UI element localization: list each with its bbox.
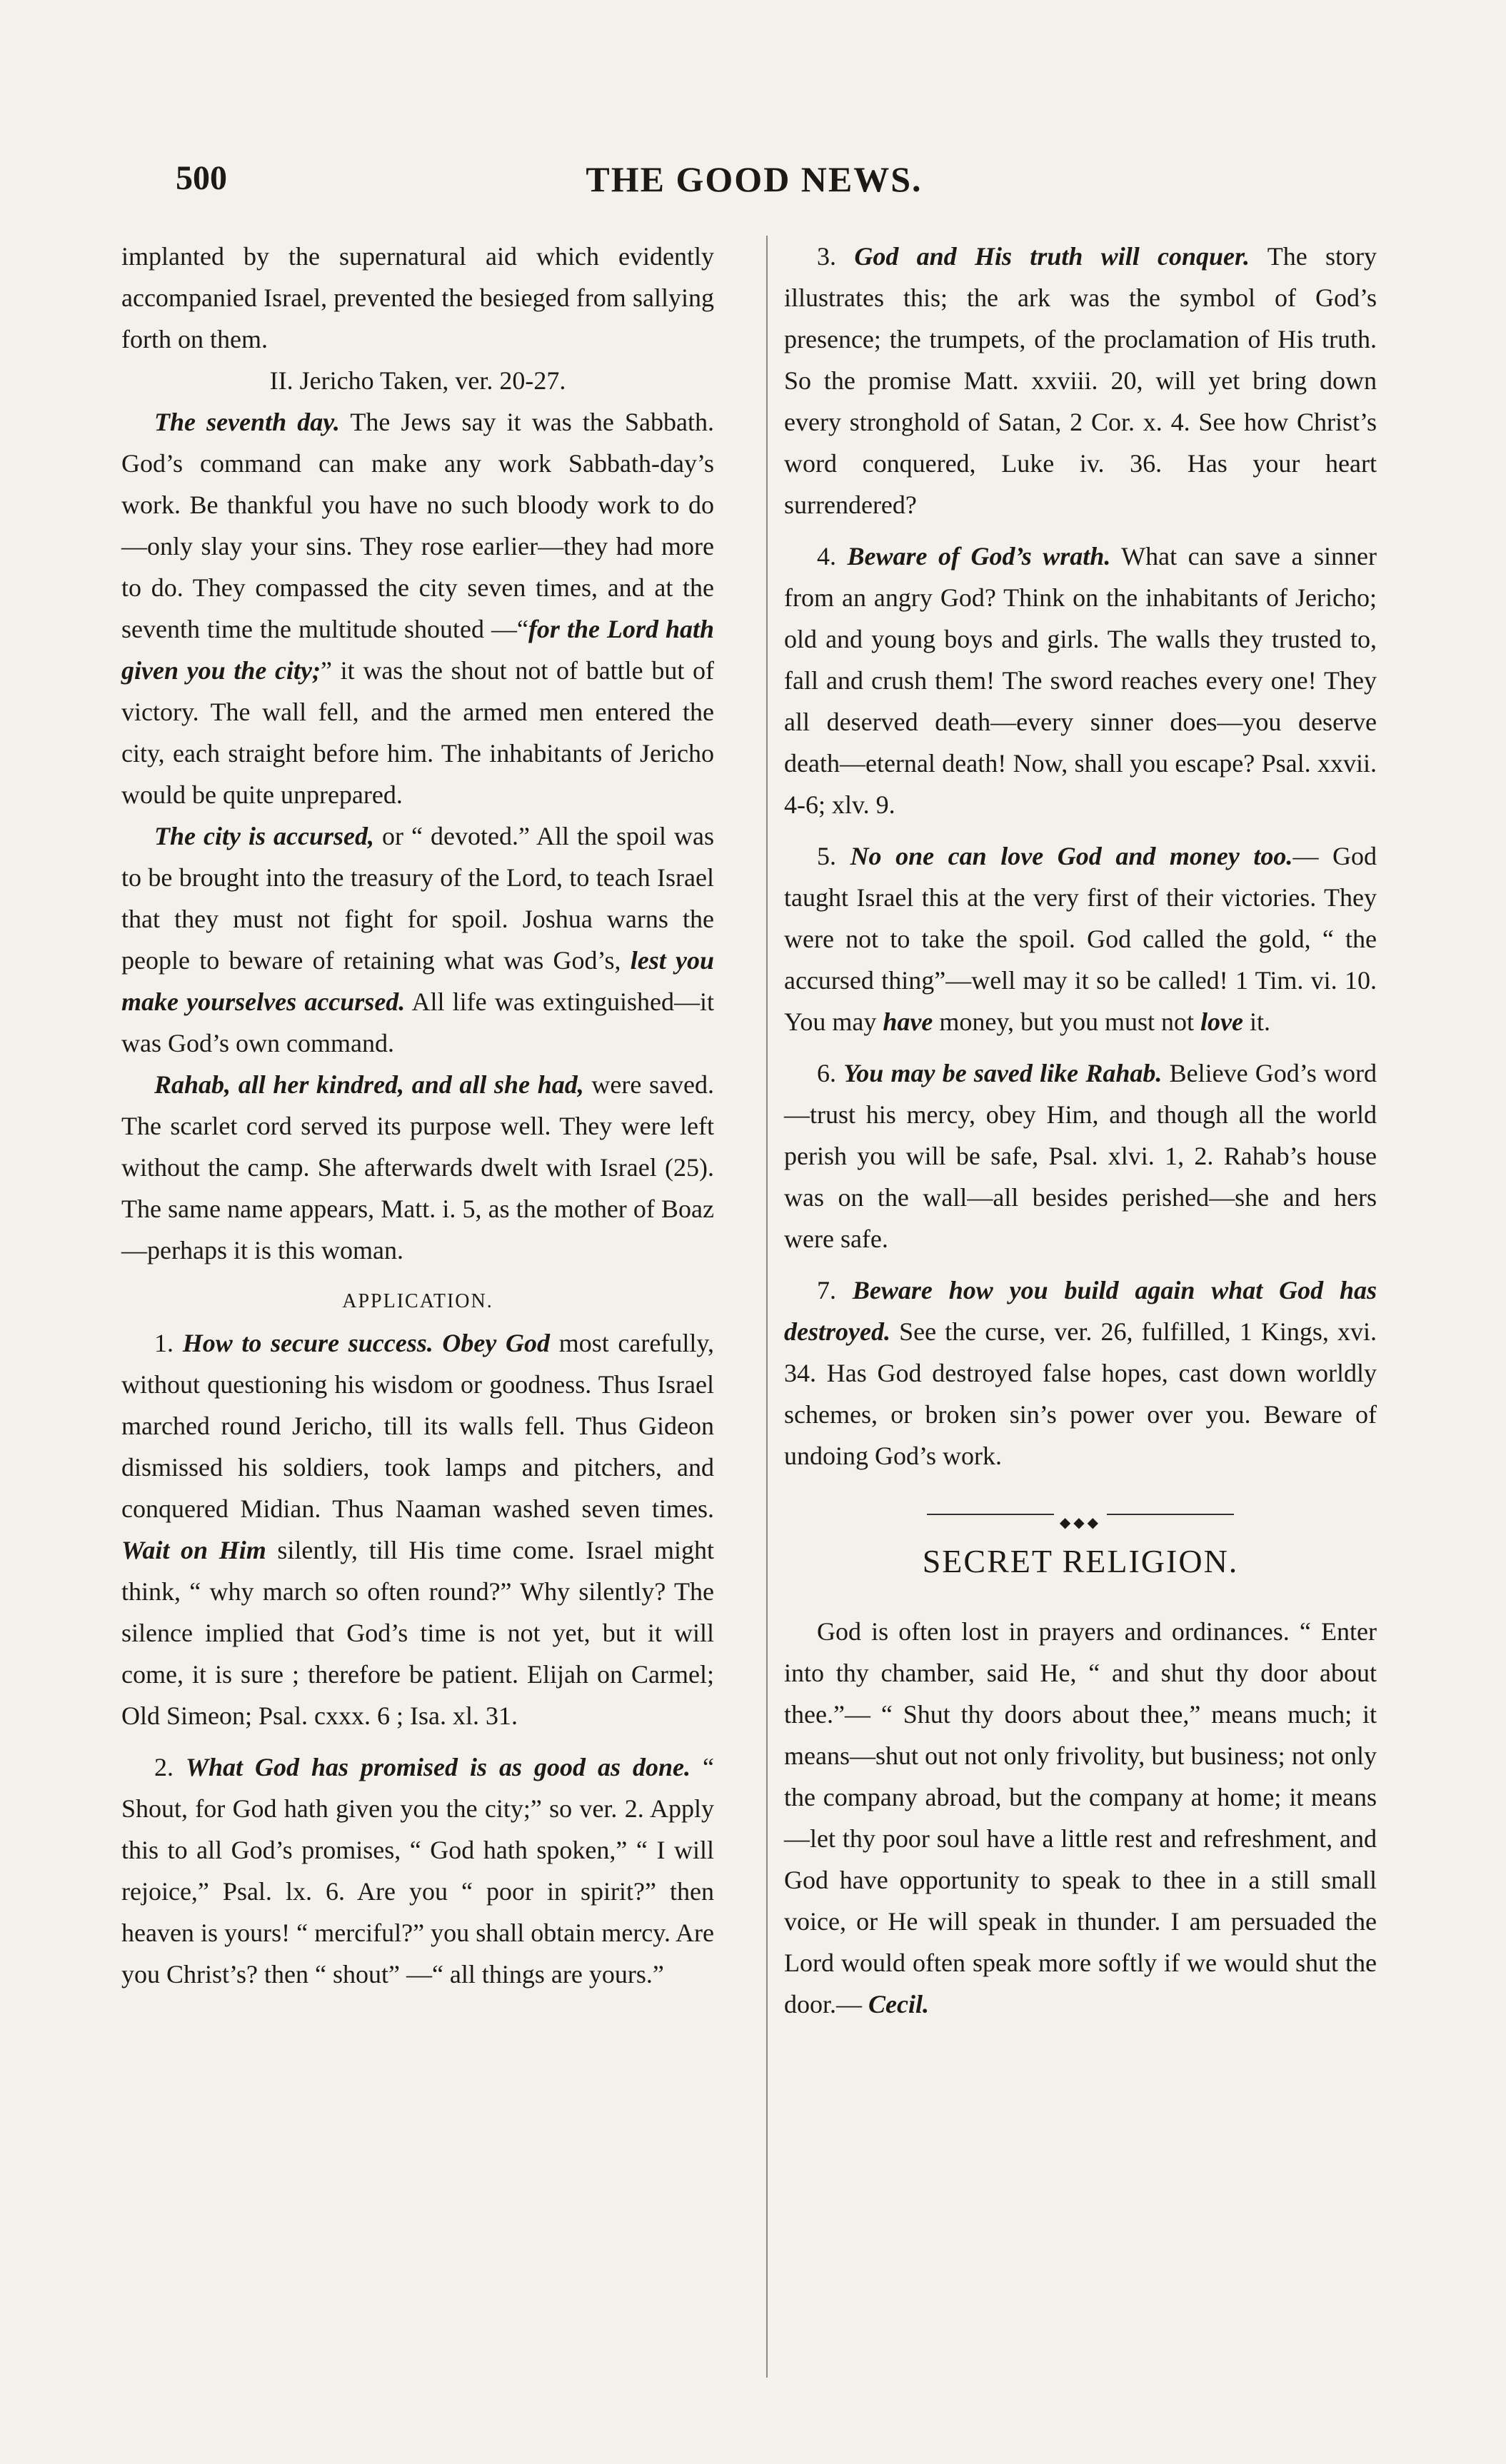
text: God is often lost in prayers and ordinances. “ Enter into thy chamber, said He, “ and shut thy door about thee.”— “ Shut thy doors about thee,” means much; it means—shut out not only frivolity, but business; not only the company abroad, but the company at home; it means—let thy poor soul have a little rest and refreshment, and God have opportunity to speak to thee in a still small voice, or He will speak in thunder. I am persuaded the Lord would often speak more softly if we would shut the door.—: [784, 1617, 1377, 2018]
paragraph: [121, 1322, 714, 1736]
item-number: 6.: [817, 1059, 844, 1087]
text: What can save a sinner from an angry God? Think on the inhabitants of Jericho; old and young boys and girls. The walls they trusted to, fall and crush them! The sword reaches every one! They all deserved death—every sinner does—you deserve death—eternal death! Now, shall you escape? Psal. xxvii. 4-6; xlv. 9.: [784, 542, 1377, 819]
text: or “ devoted.” All the spoil was to be brought into the treasury of the Lord, to teach Israel that they must not fight for spoil. Joshua warns the people to beware of retaining what was God’s,: [121, 822, 714, 975]
text: All life was extinguished—it was God’s own command.: [121, 987, 714, 1057]
text: money, but you must not: [933, 1007, 1201, 1036]
paragraph: [784, 1269, 1377, 1477]
emphasis: love: [1200, 1007, 1243, 1036]
emphasis: lest you make yourselves accursed.: [121, 946, 715, 1016]
left-column: [121, 236, 714, 1995]
text: Believe God’s word—trust his mercy, obey Him, and though all the world perish you will be safe, Psal. xlvi. 1, 2. Rahab’s house was on the wall—all besides perished—she and hers were safe.: [784, 1059, 1377, 1253]
text: — God taught Israel this at the very first of their victories. They were not to take the spoil. God called the gold, “ the accursed thing”—well may it so be called! 1 Tim. vi. 10. You may: [784, 842, 1377, 1036]
paragraph: [121, 815, 714, 1064]
section-title: SECRET RELIGION.: [922, 1543, 1239, 1579]
item-number: 7.: [817, 1276, 853, 1304]
paragraph: [121, 1746, 714, 1995]
lead-phrase: What God has promised is as good as done.: [186, 1753, 691, 1781]
paragraph: [121, 1064, 714, 1271]
running-header: [176, 159, 1332, 208]
text: The story illustrates this; the ark was the symbol of God’s presence; the trumpets, of the proclamation of His truth. So the promise Matt. xxviii. 20, will yet bring down every stronghold of Satan, 2 Cor. x. 4. See how Christ’s word conquered, Luke iv. 36. Has your heart surrendered?: [784, 242, 1377, 519]
attribution: Cecil.: [868, 1990, 929, 2018]
text: were saved. The scarlet cord served its purpose well. They were left without the camp. She afterwards dwelt with Israel (25). The same name appears, Matt. i. 5, as the mother of Boaz—perhaps it is this woman.: [121, 1070, 714, 1264]
lead-phrase: No one can love God and money too.: [850, 842, 1293, 870]
item-number: 1.: [154, 1329, 183, 1357]
paragraph: [784, 1611, 1377, 2025]
application-heading: APPLICATION.: [342, 1290, 493, 1312]
text: it.: [1243, 1007, 1271, 1036]
page-number: 500: [176, 159, 227, 197]
lead-phrase: Rahab, all her kindred, and all she had,: [154, 1070, 584, 1099]
lead-phrase: Beware how you build again what God has destroyed.: [784, 1276, 1377, 1346]
ornamental-separator: [784, 1498, 1377, 1529]
right-column: [784, 236, 1377, 2025]
item-number: 4.: [817, 542, 848, 570]
paragraph: implanted by the supernatural aid which evidently accompanied Israel, prevented the besieged from sallying forth on them.: [121, 242, 714, 353]
text: most carefully, without questioning his wisdom or goodness. Thus Israel marched round Jericho, till its walls fell. Thus Gideon dismissed his soldiers, took lamps and pitchers, and conquered Midian. Thus Naaman washed seven times.: [121, 1329, 715, 1523]
lead-phrase: How to secure success. Obey God: [182, 1329, 551, 1357]
paragraph: [784, 1052, 1377, 1259]
lead-phrase: You may be saved like Rahab.: [843, 1059, 1163, 1087]
emphasis: Wait on Him: [121, 1536, 266, 1564]
paragraph: [784, 236, 1377, 526]
lead-phrase: God and His truth will conquer.: [854, 242, 1250, 271]
text: See the curse, ver. 26, fulfilled, 1 Kings, xvi. 34. Has God destroyed false hopes, cast down worldly schemes, or broken sin’s power over you. Beware of undoing God’s work.: [784, 1317, 1377, 1470]
lead-phrase: The city is accursed,: [154, 822, 374, 850]
section-heading: II. Jericho Taken, ver. 20-27.: [269, 366, 566, 395]
paragraph: [121, 401, 714, 815]
text: The Jews say it was the Sabbath. God’s command can make any work Sabbath-day’s work. Be thankful you have no such bloody work to do—only slay your sins. They rose earlier—they had more to do. They compassed the city seven times, and at the seventh time the multitude shouted —“: [121, 408, 714, 643]
item-number: 3.: [817, 242, 855, 271]
paragraph: [784, 835, 1377, 1042]
ornament-icon: ◆◆◆: [1054, 1507, 1107, 1539]
text: ” it was the shout not of battle but of victory. The wall fell, and the armed men entered the city, each straight before him. The inhabitants of Jericho would be quite unprepared.: [121, 656, 715, 809]
running-title: THE GOOD NEWS.: [586, 159, 923, 199]
lead-phrase: The seventh day.: [154, 408, 340, 436]
quote: for the Lord hath given you the city;: [121, 615, 715, 685]
lead-phrase: Beware of God’s wrath.: [847, 542, 1111, 570]
text: “ Shout, for God hath given you the city;” so ver. 2. Apply this to all God’s promises, “ God hath spoken,” “ I will rejoice,” Psal. lx. 6. Are you “ poor in spirit?” then heaven is yours! “ merciful?” you shall obtain mercy. Are you Christ’s? then “ shout” —“ all things are yours.”: [121, 1753, 715, 1988]
column-rule: [766, 236, 768, 2378]
text: silently, till His time come. Israel might think, “ why march so often round?” Why silently? The silence implied that God’s time is not yet, but it will come, it is sure ; therefore be patient. Elijah on Carmel; Old Simeon; Psal. cxxx. 6 ; Isa. xl. 31.: [121, 1536, 714, 1730]
item-number: 2.: [154, 1753, 186, 1781]
emphasis: have: [883, 1007, 933, 1036]
paragraph: [784, 535, 1377, 825]
item-number: 5.: [817, 842, 850, 870]
